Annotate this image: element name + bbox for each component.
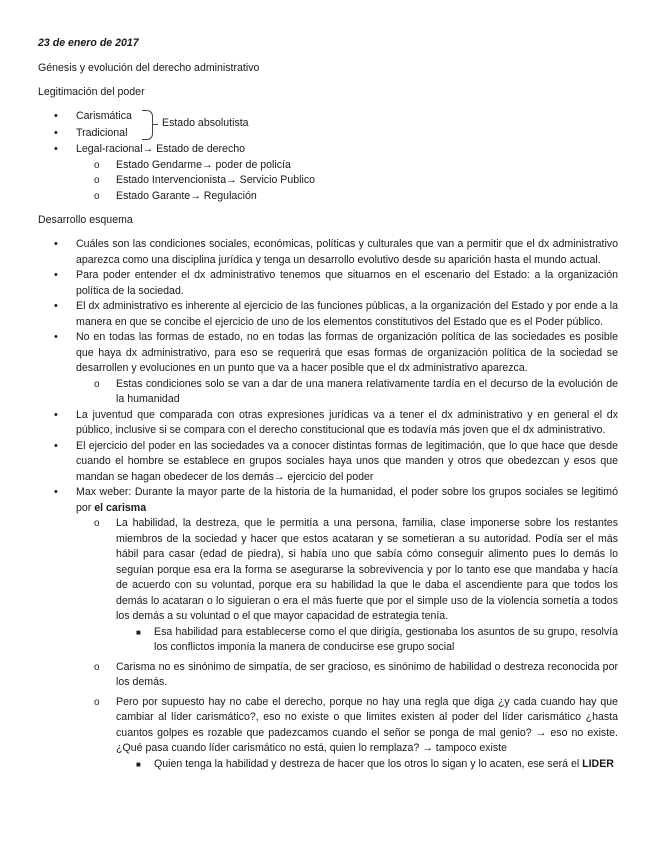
list-item xyxy=(38,109,618,125)
bullet-text: El ejercicio del poder en las sociedades va a conocer distintas formas de legitimación, que lo que hace que desde cuando el hombre se establece en grupos sociales haya unos que manden y otros que obedezcan y esos que mandan se hagan obedecer de los demás→ ejercicio del poder xyxy=(76,439,618,483)
bullet-icon: • xyxy=(54,269,58,281)
bracket-label: Estado absolutista xyxy=(162,116,249,129)
list-item xyxy=(38,625,618,656)
document-title: Génesis y evolución del derecho administrativo xyxy=(38,62,260,74)
circle-bullet-icon: o xyxy=(94,175,100,186)
bullet-icon: • xyxy=(54,143,58,155)
bracket-item-carismatica: Carismática xyxy=(76,110,132,122)
list-item xyxy=(38,330,618,377)
list-item xyxy=(38,439,618,486)
bullet-icon: • xyxy=(54,439,58,452)
section-heading-legitimacion: Legitimación del poder xyxy=(38,86,145,98)
list-item xyxy=(38,695,618,757)
estado-gendarme-text: Estado Gendarme→ poder de policía xyxy=(116,158,291,171)
bullet-text: Esa habilidad para establecerse como el que dirigía, gestionaba los asuntos de su grupo, resolvía los conflictos imponía la manera de conducirse ese grupo social xyxy=(154,625,618,653)
bullet-icon: • xyxy=(54,110,58,122)
curly-brace-icon xyxy=(142,110,153,140)
estado-intervencionista-text: Estado Intervencionista→ Servicio Publico xyxy=(116,174,316,186)
bullet-text: La habilidad, la destreza, que le permitía a una persona, familia, clase imponerse sobre los restantes miembros de la sociedad y hacer que estos acataran y se sometieran a su autoridad. Podía ser el más hábil para casar (edad de piedra), si había uno que sabía cómo conseguir alimento pues lo demás lo seguían porque esa era la forma se asegurarse la sobrevivencia y por lo tanto ese que mandaba y hacía de acuerdo con su voluntad, porque era su habilidad la que le daba el ascendiente para que todos los demás lo acataran o lo siguieran o era el más fuerte que por el simple uso de la violencia sometía a todos los demás a su voluntad o el que mayor capacidad de estrategia tenía. xyxy=(116,517,618,622)
bullet-text: El dx administrativo es inherente al ejercicio de las funciones públicas, a la organización del Estado y por ende a la manera en que se concibe el ejercicio de uno de los elementos constitutivos del Estado que es el Poder público. xyxy=(76,300,618,328)
list-item xyxy=(38,299,618,330)
curly-brace-tip xyxy=(152,124,158,125)
section-heading-desarrollo: Desarrollo esquema xyxy=(38,214,133,226)
circle-bullet-icon: o xyxy=(94,378,100,390)
bold-term-carisma: el carisma xyxy=(94,501,147,514)
list-item xyxy=(38,516,618,625)
circle-bullet-icon: o xyxy=(94,159,100,171)
legal-racional-text: Legal-racional→ Estado de derecho xyxy=(76,143,246,155)
bullet-icon: • xyxy=(54,238,58,250)
list-item xyxy=(38,757,618,773)
desarrollo-list xyxy=(38,237,618,772)
list-item xyxy=(38,173,618,189)
bullet-icon: • xyxy=(54,486,58,498)
square-bullet-icon: ■ xyxy=(136,627,141,637)
bullet-text: Max weber: Durante la mayor parte de la historia de la humanidad, el poder sobre los grupos sociales se legitimó por xyxy=(76,486,618,514)
bracket-item-tradicional: Tradicional xyxy=(76,126,128,139)
bullet-icon: • xyxy=(54,300,58,312)
list-item xyxy=(38,660,618,691)
bold-term-lider: LIDER xyxy=(582,757,614,770)
bullet-text: Estas condiciones solo se van a dar de una manera relativamente tardía en el decurso de la evolución de la humanidad xyxy=(116,377,618,405)
bullet-icon: • xyxy=(54,126,58,139)
square-bullet-icon: ■ xyxy=(136,759,141,769)
bullet-icon: • xyxy=(54,408,58,421)
bullet-text: Quien tenga la habilidad y destreza de hacer que los otros lo sigan y lo acaten, ese será el xyxy=(154,757,583,770)
list-item xyxy=(38,377,618,408)
bullet-icon: • xyxy=(54,331,58,343)
list-item xyxy=(38,142,618,158)
circle-bullet-icon: o xyxy=(94,696,100,708)
bullet-text: Cuáles son las condiciones sociales, económicas, políticas y culturales que van a permitir que el dx administrativo aparezca como una disciplina jurídica y tenga un desarrollo evolutivo desde su aparición hasta el mundo actual. xyxy=(76,238,618,266)
circle-bullet-icon: o xyxy=(94,661,100,673)
list-item xyxy=(38,237,618,268)
legitimacion-list xyxy=(38,109,618,204)
circle-bullet-icon: o xyxy=(94,518,100,529)
document-date: 23 de enero de 2017 xyxy=(38,37,139,49)
circle-bullet-icon: o xyxy=(94,190,100,202)
bullet-text: No en todas las formas de estado, no en todas las formas de organización política de las sociedades es posible que haya dx administrativo, para eso se requerirá que esas formas de organización política de la sociedad se desarrollen y evoluciones en un punto que va a hacer posible que el dx administrativo aparezca. xyxy=(76,331,618,374)
list-item xyxy=(38,158,618,174)
bullet-text: La juventud que comparada con otras expresiones jurídicas va a tener el dx administrativo y en general el dx público, inclusive si se compara con el derecho constitucional que es todavía más joven que el dx administrativo. xyxy=(76,408,618,436)
list-item xyxy=(38,485,618,516)
list-item xyxy=(38,268,618,299)
bullet-text: Carisma no es sinónimo de simpatía, de ser gracioso, es sinónimo de habilidad o destreza reconocida por los demás. xyxy=(116,660,618,688)
list-item xyxy=(38,408,618,439)
bullet-text: Para poder entender el dx administrativo tenemos que situarnos en el escenario del Estado: a la organización política de la sociedad. xyxy=(76,269,618,297)
estado-garante-text: Estado Garante→ Regulación xyxy=(116,189,257,202)
list-item xyxy=(38,189,618,205)
bullet-text: Pero por supuesto hay no cabe el derecho, porque no hay una regla que diga ¿y cada cuando hay que cambiar al líder carismático?, eso no existe o que limites existen al poder del líder carismático ¿hasta cuantos golpes es rozable que padezcamos cuando el señor se ponga de mal genio? → eso no existe. ¿Qué pasa cuando líder carismático no está, quien lo remplaza? → tampoco existe xyxy=(116,695,618,754)
document-page xyxy=(38,36,618,772)
